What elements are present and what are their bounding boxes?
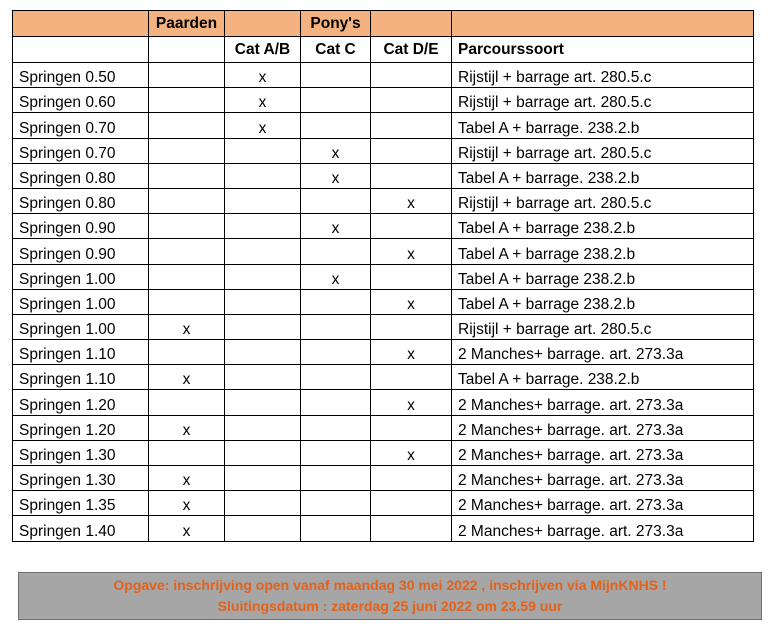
cell-paarden <box>149 63 225 88</box>
cell-cat-ab <box>225 491 301 516</box>
table-row <box>13 264 754 289</box>
cell-paarden: x <box>149 516 225 541</box>
cell-cat-de: x <box>371 289 452 314</box>
cell-parcourssoort: 2 Manches+ barrage. art. 273.3a <box>452 390 754 415</box>
header-parcours-blank <box>452 11 754 37</box>
cell-paarden <box>149 214 225 239</box>
cell-cat-ab <box>225 516 301 541</box>
cell-cat-ab <box>225 188 301 213</box>
cell-paarden: x <box>149 365 225 390</box>
cell-cat-de: x <box>371 440 452 465</box>
cell-cat-c <box>301 314 371 339</box>
row-label: Springen 0.60 <box>13 88 149 113</box>
cell-parcourssoort: 2 Manches+ barrage. art. 273.3a <box>452 340 754 365</box>
cell-parcourssoort: Tabel A + barrage 238.2.b <box>452 289 754 314</box>
cell-parcourssoort: Tabel A + barrage 238.2.b <box>452 239 754 264</box>
row-label: Springen 1.00 <box>13 314 149 339</box>
table-row <box>13 88 754 113</box>
cell-cat-c: x <box>301 138 371 163</box>
cell-paarden <box>149 188 225 213</box>
cell-cat-c <box>301 466 371 491</box>
cell-cat-c <box>301 63 371 88</box>
cell-paarden: x <box>149 415 225 440</box>
col-header-cat-c: Cat C <box>301 37 371 63</box>
cell-cat-c <box>301 491 371 516</box>
column-header-row <box>13 37 754 63</box>
cell-cat-de <box>371 163 452 188</box>
cell-cat-ab <box>225 289 301 314</box>
row-label: Springen 0.90 <box>13 214 149 239</box>
cell-cat-ab <box>225 365 301 390</box>
group-header-row <box>13 11 754 37</box>
table-row <box>13 289 754 314</box>
notice-line-1: Opgave: inschrijving open vanaf maandag 30 mei 2022 , inschrijven via MijnKNHS ! <box>113 577 667 593</box>
cell-cat-c <box>301 113 371 138</box>
cell-parcourssoort: 2 Manches+ barrage. art. 273.3a <box>452 516 754 541</box>
cell-paarden <box>149 138 225 163</box>
cell-cat-de: x <box>371 239 452 264</box>
header-empty-cell <box>13 11 149 37</box>
cell-cat-de <box>371 138 452 163</box>
cell-cat-de: x <box>371 340 452 365</box>
cell-paarden: x <box>149 314 225 339</box>
cell-cat-de <box>371 88 452 113</box>
cell-cat-de <box>371 113 452 138</box>
header-paarden: Paarden <box>149 11 225 37</box>
row-label: Springen 0.50 <box>13 63 149 88</box>
cell-cat-c <box>301 390 371 415</box>
cell-cat-de: x <box>371 390 452 415</box>
table-row <box>13 113 754 138</box>
cell-parcourssoort: Tabel A + barrage. 238.2.b <box>452 113 754 138</box>
cell-paarden <box>149 289 225 314</box>
row-label: Springen 1.20 <box>13 390 149 415</box>
cell-cat-ab: x <box>225 113 301 138</box>
row-label: Springen 1.00 <box>13 289 149 314</box>
cell-cat-c <box>301 516 371 541</box>
row-label: Springen 1.10 <box>13 340 149 365</box>
cell-cat-c: x <box>301 163 371 188</box>
row-label: Springen 1.40 <box>13 516 149 541</box>
cell-parcourssoort: Rijstijl + barrage art. 280.5.c <box>452 88 754 113</box>
table-row <box>13 516 754 541</box>
cell-parcourssoort: Tabel A + barrage. 238.2.b <box>452 163 754 188</box>
cell-paarden <box>149 390 225 415</box>
table-row <box>13 314 754 339</box>
cell-parcourssoort: Tabel A + barrage 238.2.b <box>452 214 754 239</box>
row-label: Springen 0.70 <box>13 113 149 138</box>
cell-paarden <box>149 239 225 264</box>
cell-cat-c: x <box>301 214 371 239</box>
row-label: Springen 1.30 <box>13 440 149 465</box>
cell-cat-ab <box>225 138 301 163</box>
row-label: Springen 1.35 <box>13 491 149 516</box>
cell-parcourssoort: Rijstijl + barrage art. 280.5.c <box>452 63 754 88</box>
header-ponys-left <box>225 11 301 37</box>
cell-parcourssoort: Rijstijl + barrage art. 280.5.c <box>452 314 754 339</box>
cell-cat-c <box>301 188 371 213</box>
table-row <box>13 466 754 491</box>
table-row <box>13 214 754 239</box>
cell-cat-de <box>371 491 452 516</box>
header-ponys-right <box>371 11 452 37</box>
col-header-empty <box>13 37 149 63</box>
table-row <box>13 63 754 88</box>
table-row <box>13 415 754 440</box>
cell-paarden: x <box>149 491 225 516</box>
cell-cat-c <box>301 365 371 390</box>
cell-cat-ab: x <box>225 63 301 88</box>
row-label: Springen 1.10 <box>13 365 149 390</box>
notice-line-2: Sluitingsdatum : zaterdag 25 juni 2022 om 23.59 uur <box>217 598 563 614</box>
cell-parcourssoort: Tabel A + barrage 238.2.b <box>452 264 754 289</box>
table-row <box>13 365 754 390</box>
row-label: Springen 1.20 <box>13 415 149 440</box>
cell-cat-ab <box>225 440 301 465</box>
cell-cat-ab <box>225 415 301 440</box>
schedule-body <box>13 63 754 542</box>
col-header-cat-ab: Cat A/B <box>225 37 301 63</box>
cell-cat-c <box>301 440 371 465</box>
cell-cat-de <box>371 466 452 491</box>
row-label: Springen 0.80 <box>13 188 149 213</box>
col-header-paarden-blank <box>149 37 225 63</box>
cell-parcourssoort: Rijstijl + barrage art. 280.5.c <box>452 138 754 163</box>
cell-cat-ab: x <box>225 88 301 113</box>
registration-notice <box>18 572 762 620</box>
col-header-parcourssoort: Parcourssoort <box>452 37 754 63</box>
cell-cat-c <box>301 415 371 440</box>
cell-cat-ab <box>225 466 301 491</box>
cell-parcourssoort: Tabel A + barrage. 238.2.b <box>452 365 754 390</box>
cell-cat-ab <box>225 390 301 415</box>
cell-cat-c <box>301 340 371 365</box>
row-label: Springen 0.80 <box>13 163 149 188</box>
schedule-table <box>12 10 754 542</box>
cell-cat-de <box>371 516 452 541</box>
cell-cat-ab <box>225 264 301 289</box>
table-row <box>13 188 754 213</box>
table-row <box>13 440 754 465</box>
cell-cat-de <box>371 415 452 440</box>
cell-paarden <box>149 440 225 465</box>
cell-cat-de <box>371 214 452 239</box>
cell-parcourssoort: 2 Manches+ barrage. art. 273.3a <box>452 466 754 491</box>
table-row <box>13 138 754 163</box>
col-header-cat-de: Cat D/E <box>371 37 452 63</box>
cell-parcourssoort: 2 Manches+ barrage. art. 273.3a <box>452 440 754 465</box>
cell-cat-ab <box>225 314 301 339</box>
cell-paarden <box>149 264 225 289</box>
cell-parcourssoort: Rijstijl + barrage art. 280.5.c <box>452 188 754 213</box>
row-label: Springen 0.90 <box>13 239 149 264</box>
cell-paarden: x <box>149 466 225 491</box>
table-row <box>13 340 754 365</box>
cell-cat-c <box>301 239 371 264</box>
row-label: Springen 0.70 <box>13 138 149 163</box>
cell-parcourssoort: 2 Manches+ barrage. art. 273.3a <box>452 491 754 516</box>
table-row <box>13 239 754 264</box>
table-row <box>13 491 754 516</box>
row-label: Springen 1.00 <box>13 264 149 289</box>
cell-paarden <box>149 113 225 138</box>
cell-cat-ab <box>225 340 301 365</box>
row-label: Springen 1.30 <box>13 466 149 491</box>
cell-cat-ab <box>225 163 301 188</box>
cell-paarden <box>149 340 225 365</box>
table-row <box>13 390 754 415</box>
cell-cat-ab <box>225 239 301 264</box>
cell-cat-de: x <box>371 188 452 213</box>
header-ponys: Pony's <box>301 11 371 37</box>
cell-cat-c: x <box>301 264 371 289</box>
cell-parcourssoort: 2 Manches+ barrage. art. 273.3a <box>452 415 754 440</box>
cell-cat-c <box>301 289 371 314</box>
table-row <box>13 163 754 188</box>
cell-cat-de <box>371 365 452 390</box>
cell-cat-c <box>301 88 371 113</box>
cell-cat-ab <box>225 214 301 239</box>
cell-cat-de <box>371 314 452 339</box>
cell-cat-de <box>371 63 452 88</box>
cell-paarden <box>149 88 225 113</box>
cell-cat-de <box>371 264 452 289</box>
cell-paarden <box>149 163 225 188</box>
